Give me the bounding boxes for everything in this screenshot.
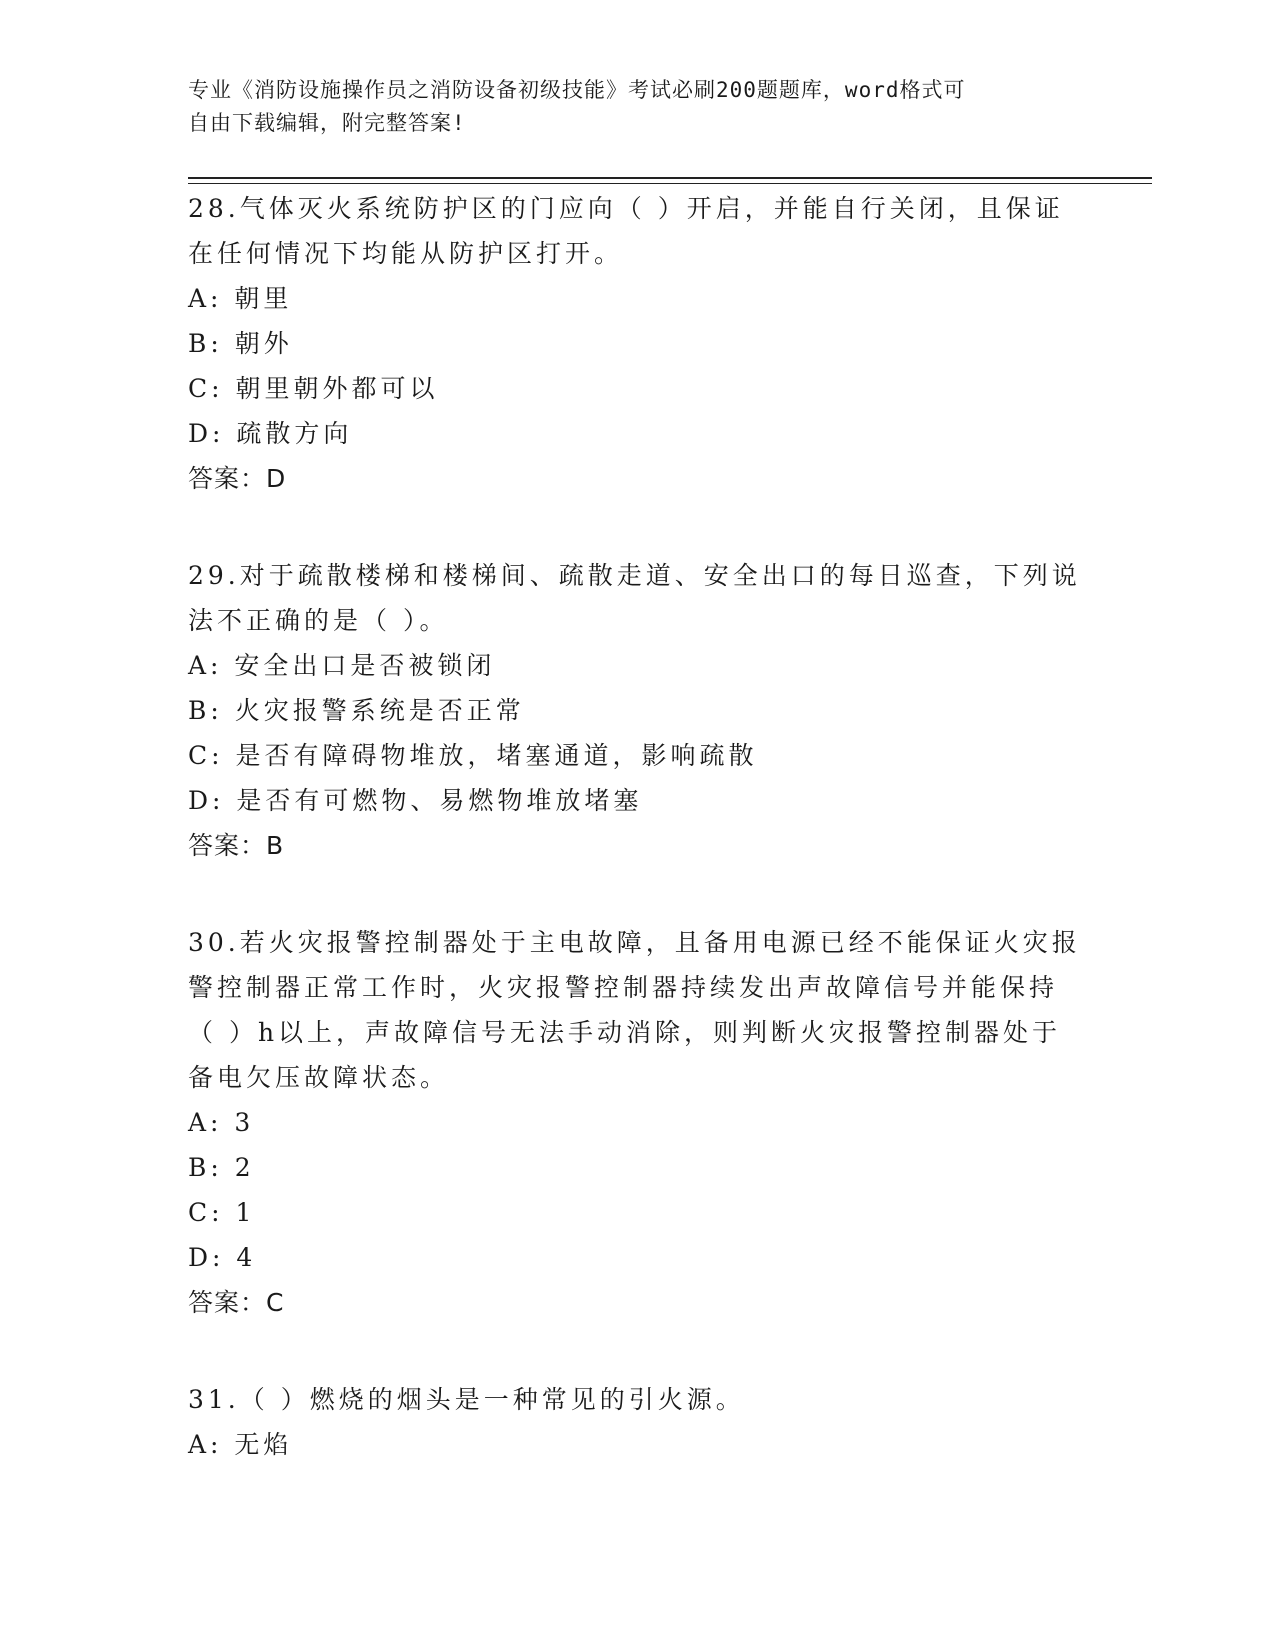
option-b: B: 2 bbox=[188, 1153, 255, 1182]
question-stem-line: 29.对于疏散楼梯和楼梯间、疏散走道、安全出口的每日巡查，下列说 bbox=[188, 561, 1081, 590]
question-stem-line: 法不正确的是（ ）。 bbox=[188, 606, 449, 635]
answer-line: 答案：C bbox=[188, 1288, 285, 1317]
question-31 bbox=[188, 1377, 1088, 1467]
option-b: B: 朝外 bbox=[188, 329, 293, 358]
header-line-2: 自由下载编辑，附完整答案! bbox=[188, 111, 466, 135]
question-stem-line: 28.气体灭火系统防护区的门应向（ ）开启，并能自行关闭，且保证 bbox=[188, 194, 1064, 223]
option-d: D: 4 bbox=[188, 1243, 257, 1272]
header-divider-thin bbox=[188, 183, 1152, 184]
question-stem-line: 在任何情况下均能从防护区打开。 bbox=[188, 239, 624, 268]
option-c: C: 1 bbox=[188, 1198, 256, 1227]
option-a: A: 朝里 bbox=[188, 284, 293, 313]
header-line-1: 专业《消防设施操作员之消防设备初级技能》考试必刷200题题库，word格式可 bbox=[188, 78, 966, 102]
header-divider-thick bbox=[188, 177, 1152, 179]
question-stem-line: 30.若火灾报警控制器处于主电故障，且备用电源已经不能保证火灾报 bbox=[188, 928, 1081, 957]
document-header bbox=[188, 74, 1068, 140]
option-b: B: 火灾报警系统是否正常 bbox=[188, 696, 525, 725]
question-stem-line: 31.（ ）燃烧的烟头是一种常见的引火源。 bbox=[188, 1385, 745, 1414]
question-28 bbox=[188, 186, 1088, 501]
answer-line: 答案：D bbox=[188, 464, 287, 493]
option-d: D: 是否有可燃物、易燃物堆放堵塞 bbox=[188, 786, 643, 815]
question-stem-line: 警控制器正常工作时，火灾报警控制器持续发出声故障信号并能保持 bbox=[188, 973, 1059, 1002]
option-a: A: 安全出口是否被锁闭 bbox=[188, 651, 496, 680]
question-stem-line: 备电欠压故障状态。 bbox=[188, 1063, 450, 1092]
option-c: C: 是否有障碍物堆放，堵塞通道，影响疏散 bbox=[188, 741, 758, 770]
option-c: C: 朝里朝外都可以 bbox=[188, 374, 439, 403]
answer-line: 答案：B bbox=[188, 831, 285, 860]
option-d: D: 疏散方向 bbox=[188, 419, 353, 448]
question-stem-line: （ ）h以上，声故障信号无法手动消除，则判断火灾报警控制器处于 bbox=[188, 1018, 1062, 1047]
option-a: A: 无焰 bbox=[188, 1430, 293, 1459]
question-30 bbox=[188, 920, 1088, 1325]
question-29 bbox=[188, 553, 1088, 868]
option-a: A: 3 bbox=[188, 1108, 255, 1137]
